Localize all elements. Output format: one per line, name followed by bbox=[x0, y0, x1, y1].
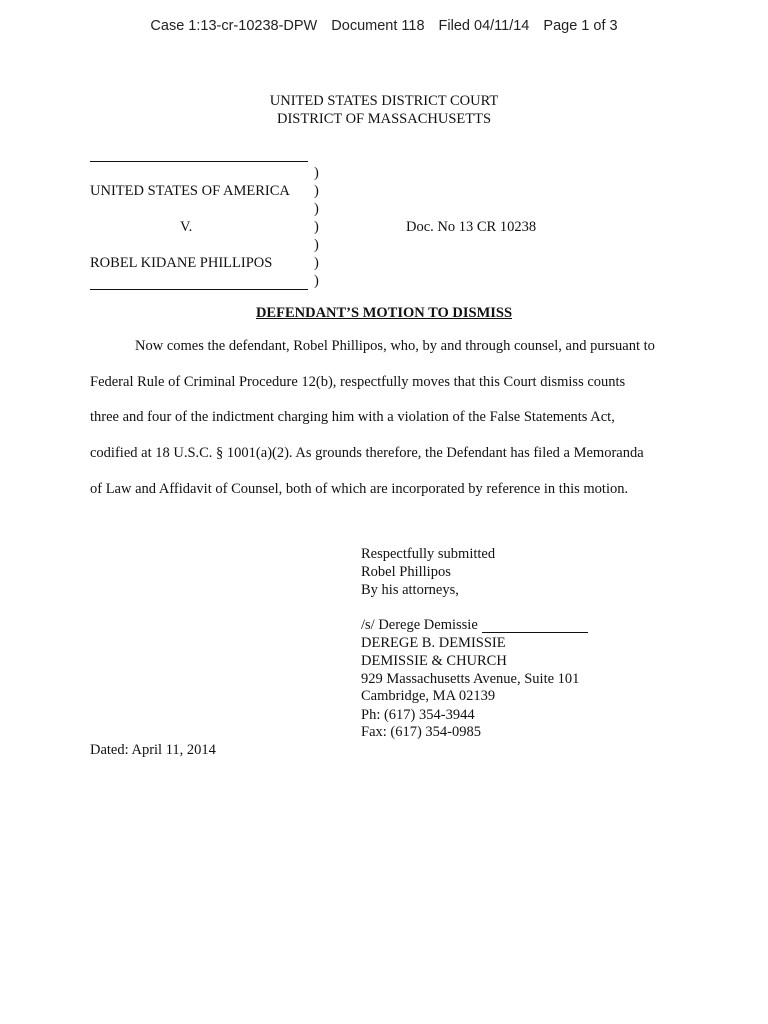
caption-top-rule bbox=[90, 161, 308, 162]
caption-paren: ) bbox=[314, 201, 319, 217]
signature-respectfully: Respectfully submitted bbox=[361, 546, 496, 562]
caption-paren: ) bbox=[314, 237, 319, 253]
filing-header bbox=[0, 18, 768, 34]
dated: Dated: April 11, 2014 bbox=[90, 742, 216, 758]
caption-paren: ) bbox=[314, 255, 319, 271]
firm-name: DEMISSIE & CHURCH bbox=[361, 653, 507, 669]
caption-defendant: ROBEL KIDANE PHILLIPOS bbox=[90, 255, 273, 271]
document-number: Document 118 bbox=[331, 18, 425, 34]
electronic-signature: /s/ Derege Demissie bbox=[361, 617, 478, 633]
signature-client: Robel Phillipos bbox=[361, 564, 451, 580]
docket-number: Doc. No 13 CR 10238 bbox=[406, 219, 537, 235]
caption-plaintiff: UNITED STATES OF AMERICA bbox=[90, 183, 290, 199]
court-district: DISTRICT OF MASSACHUSETTS bbox=[276, 111, 492, 127]
motion-body-line: codified at 18 U.S.C. § 1001(a)(2). As grounds therefore, the Defendant has filed a Memoranda bbox=[90, 445, 644, 461]
firm-fax: Fax: (617) 354-0985 bbox=[361, 724, 482, 740]
signature-by: By his attorneys, bbox=[361, 582, 459, 598]
firm-phone: Ph: (617) 354-3944 bbox=[361, 707, 475, 723]
firm-address-street: 929 Massachusetts Avenue, Suite 101 bbox=[361, 671, 580, 687]
filed-date: Filed 04/11/14 bbox=[438, 18, 530, 34]
attorney-name: DEREGE B. DEMISSIE bbox=[361, 635, 506, 651]
caption-paren: ) bbox=[314, 165, 319, 181]
motion-title: DEFENDANT’S MOTION TO DISMISS bbox=[255, 305, 513, 321]
caption-paren: ) bbox=[314, 183, 319, 199]
page-number: Page 1 of 3 bbox=[543, 18, 618, 34]
caption-bottom-rule bbox=[90, 289, 308, 290]
motion-body-line: of Law and Affidavit of Counsel, both of which are incorporated by reference in this motion. bbox=[90, 481, 629, 497]
caption-paren: ) bbox=[314, 219, 319, 235]
motion-body-line: three and four of the indictment charging him with a violation of the False Statements Act, bbox=[90, 409, 615, 425]
motion-body-line: Federal Rule of Criminal Procedure 12(b), respectfully moves that this Court dismiss counts bbox=[90, 374, 626, 390]
signature-line bbox=[482, 632, 588, 633]
case-number: Case 1:13-cr-10238-DPW bbox=[150, 18, 318, 34]
court-name: UNITED STATES DISTRICT COURT bbox=[269, 93, 499, 109]
caption-versus: V. bbox=[180, 219, 193, 235]
caption-paren: ) bbox=[314, 273, 319, 289]
motion-body-line: Now comes the defendant, Robel Phillipos, who, by and through counsel, and pursuant to bbox=[135, 338, 655, 354]
firm-address-city: Cambridge, MA 02139 bbox=[361, 688, 496, 704]
